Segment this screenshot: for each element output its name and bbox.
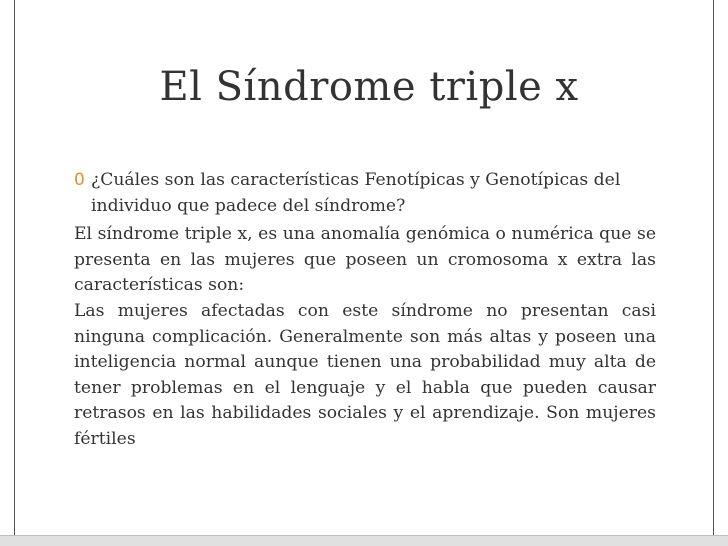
slide-body <box>74 168 656 453</box>
bullet-marker: 0 <box>74 170 85 190</box>
slide-bottom-edge <box>0 535 728 546</box>
slide-title: El Síndrome triple x <box>159 64 579 110</box>
paragraph-characteristics: Las mujeres afectadas con este síndrome no presentan casi ninguna complicación. Generalmente son más altas y poseen una inteligencia normal aunque tienen una probabilidad muy alta de tener problemas en el lenguaje y el habla que pueden causar retrasos en las habilidades sociales y el aprendizaje. Son mujeres fértiles <box>74 300 656 449</box>
bullet-item <box>74 168 656 219</box>
paragraph-definition: El síndrome triple x, es una anomalía genómica o numérica que se presenta en las mujeres que poseen un cromosoma x extra las características son: <box>74 224 656 296</box>
bullet-text: ¿Cuáles son las características Fenotípicas y Genotípicas del individuo que padece del síndrome? <box>91 170 621 216</box>
